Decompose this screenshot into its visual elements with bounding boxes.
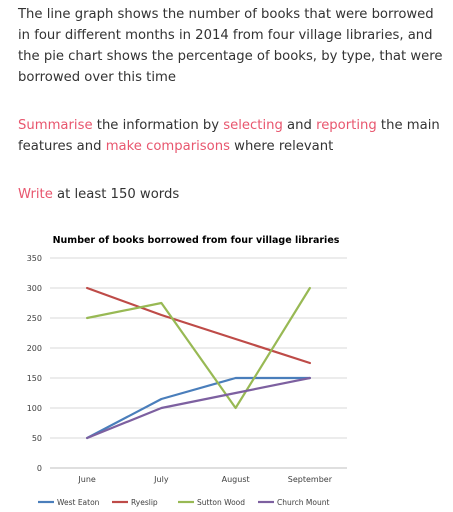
task-instructions: [18, 115, 446, 157]
y-tick-label: 100: [26, 404, 42, 413]
chart-series: [87, 288, 310, 438]
instruction-text: at least 150 words: [52, 187, 180, 202]
keyword-make-comparisons: make comparisons: [105, 139, 230, 154]
keyword-summarise: Summarise: [18, 118, 93, 133]
legend-label: Ryeslip: [131, 498, 158, 507]
chart-legend: [38, 498, 329, 507]
y-tick-label: 350: [26, 254, 42, 263]
chart-gridlines: [50, 258, 347, 438]
x-tick-label: September: [287, 475, 332, 484]
x-tick-label: August: [221, 475, 250, 484]
keyword-write: Write: [18, 187, 53, 202]
instruction-text: where relevant: [229, 139, 334, 154]
instruction-text: the information by: [92, 118, 224, 133]
line-chart: [0, 228, 453, 512]
task-description: The line graph shows the number of books that were borrowed in four different months in 2014 from four village libraries, and the pie chart shows the percentage of books, by type, that were borrowed over this time: [18, 7, 443, 85]
keyword-selecting: selecting: [223, 118, 283, 133]
x-tick-label: July: [154, 475, 169, 484]
x-tick-label: June: [78, 475, 96, 484]
instruction-text: and: [282, 118, 317, 133]
y-tick-label: 300: [26, 284, 42, 293]
chart-title: Number of books borrowed from four village libraries: [52, 235, 340, 246]
legend-label: West Eaton: [57, 498, 100, 507]
y-tick-label: 250: [26, 314, 42, 323]
word-count-instruction: [18, 184, 446, 205]
y-tick-label: 50: [31, 434, 42, 443]
series-line-ryeslip: [87, 288, 310, 363]
legend-label: Sutton Wood: [197, 498, 246, 507]
instruction-text: the main features and: [18, 118, 440, 154]
y-tick-label: 0: [36, 464, 42, 473]
legend-label: Church Mount: [277, 498, 330, 507]
y-tick-label: 150: [26, 374, 42, 383]
keyword-reporting: reporting: [316, 118, 377, 133]
y-tick-label: 200: [26, 344, 42, 353]
